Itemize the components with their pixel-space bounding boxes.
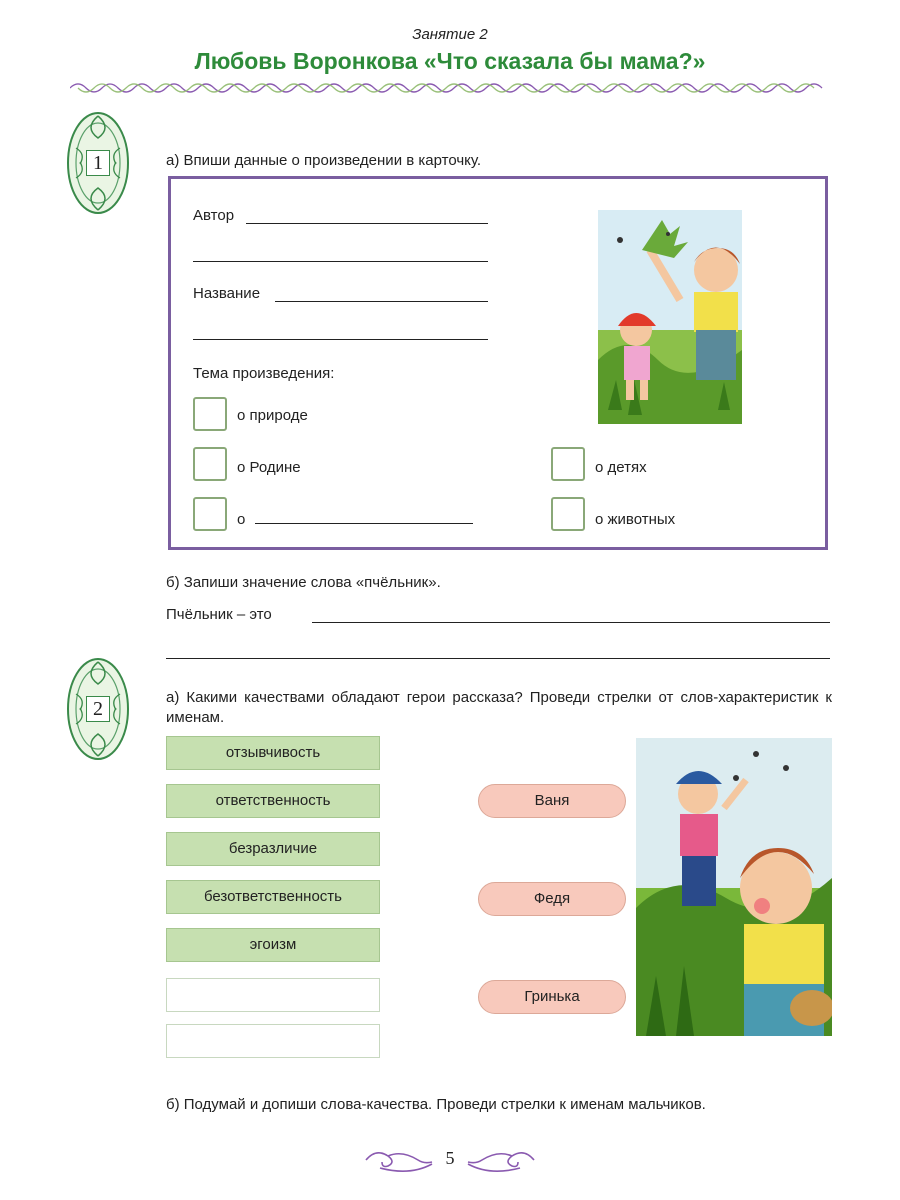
quality-box[interactable]: эгоизм bbox=[166, 928, 380, 962]
checkbox-motherland[interactable] bbox=[193, 447, 227, 481]
quality-box[interactable]: безответственность bbox=[166, 880, 380, 914]
divider-ornament-icon bbox=[70, 78, 830, 98]
task-1b-instruction: б) Запиши значение слова «пчёльник». bbox=[166, 574, 441, 591]
story-illustration-2 bbox=[636, 738, 832, 1036]
name-box-grinka[interactable]: Гринька bbox=[478, 980, 626, 1014]
option-other-label: о bbox=[237, 511, 246, 528]
checkbox-animals[interactable] bbox=[551, 497, 585, 531]
other-theme-line[interactable] bbox=[255, 523, 473, 524]
definition-prefix: Пчёльник – это bbox=[166, 606, 272, 623]
definition-line-2[interactable] bbox=[166, 658, 830, 659]
name-box-vanya[interactable]: Ваня bbox=[478, 784, 626, 818]
page-number: 5 bbox=[445, 1148, 455, 1168]
task-2b-instruction: б) Подумай и допиши слова-качества. Проведи стрелки к именам мальчиков. bbox=[166, 1096, 706, 1113]
quality-box[interactable]: ответственность bbox=[166, 784, 380, 818]
quality-box[interactable]: безразличие bbox=[166, 832, 380, 866]
task-1-badge bbox=[62, 108, 134, 218]
quality-box-blank[interactable] bbox=[166, 1024, 380, 1058]
title-label: Название bbox=[193, 285, 261, 302]
lesson-label: Занятие 2 bbox=[412, 26, 488, 43]
author-label: Автор bbox=[193, 207, 235, 224]
task-1-number: 1 bbox=[86, 150, 110, 176]
task-2-badge bbox=[62, 654, 134, 764]
page-title: Любовь Воронкова «Что сказала бы мама?» bbox=[194, 48, 706, 74]
option-nature-label: о природе bbox=[237, 407, 308, 424]
quality-box[interactable]: отзывчивость bbox=[166, 736, 380, 770]
option-children-label: о детях bbox=[595, 459, 647, 476]
definition-line[interactable] bbox=[312, 622, 830, 623]
author-line[interactable] bbox=[246, 223, 488, 224]
task-2a-instruction: а) Какими качествами обладают герои рассказа? Проведи стрелки от слов-характеристик к именам. bbox=[166, 689, 832, 726]
checkbox-children[interactable] bbox=[551, 447, 585, 481]
story-illustration-1 bbox=[598, 210, 742, 424]
theme-label: Тема произведения: bbox=[193, 365, 335, 382]
option-motherland-label: о Родине bbox=[237, 459, 301, 476]
name-box-fedya[interactable]: Федя bbox=[478, 882, 626, 916]
title-line-2[interactable] bbox=[193, 339, 488, 340]
checkbox-nature[interactable] bbox=[193, 397, 227, 431]
option-animals-label: о животных bbox=[595, 511, 676, 528]
task-2-number: 2 bbox=[86, 696, 110, 722]
author-line-2[interactable] bbox=[193, 261, 488, 262]
title-line[interactable] bbox=[275, 301, 488, 302]
quality-box-blank[interactable] bbox=[166, 978, 380, 1012]
checkbox-other[interactable] bbox=[193, 497, 227, 531]
task-1a-instruction: а) Впиши данные о произведении в карточку. bbox=[166, 152, 482, 169]
